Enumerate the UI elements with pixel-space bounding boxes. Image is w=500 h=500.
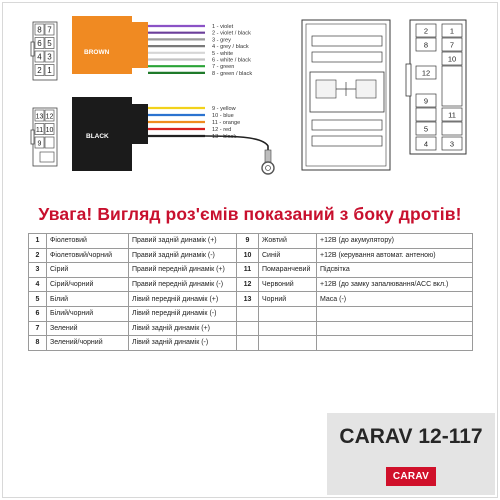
iso-pin-label: 7 bbox=[449, 40, 455, 50]
ring-terminal-hole bbox=[266, 166, 271, 171]
carav-logo: CARAV bbox=[386, 467, 436, 486]
table-cell-left-color: Зелений/чорний bbox=[47, 336, 129, 351]
table-cell-right-color: Помаранчевий bbox=[259, 263, 317, 278]
table-cell-right-num bbox=[237, 336, 259, 351]
wire-label: 5 - white bbox=[212, 50, 234, 57]
black-connector-label: BLACK bbox=[86, 133, 109, 140]
iso-pin-label: 8 bbox=[423, 40, 429, 50]
black-pin-cell bbox=[40, 152, 54, 162]
table-cell-right-color bbox=[259, 336, 317, 351]
table-cell-left-function: Лівий передній динамік (+) bbox=[129, 292, 237, 307]
iso-pin-label: 5 bbox=[423, 124, 429, 134]
brown-pin-label: 2 bbox=[37, 66, 42, 75]
black-connector-neck bbox=[132, 104, 148, 144]
wire-label: 4 - grey / black bbox=[212, 44, 249, 51]
table-cell-right-function: +12В (до акумулятору) bbox=[317, 234, 473, 249]
table-cell-left-color: Білий bbox=[47, 292, 129, 307]
wire-label: 7 - green bbox=[212, 64, 235, 71]
table-row bbox=[29, 321, 473, 336]
table-cell-left-num: 2 bbox=[29, 248, 47, 263]
table-cell-left-function: Правий передній динамік (-) bbox=[129, 277, 237, 292]
ring-terminal-crimp bbox=[265, 150, 271, 162]
table-cell-right-function: +12В (до замку запалювання/ACC вкл.) bbox=[317, 277, 473, 292]
table-cell-right-num bbox=[237, 321, 259, 336]
iso-pin-label: 12 bbox=[421, 68, 431, 78]
wire-label: 2 - violet / black bbox=[212, 30, 251, 37]
brown-pin-label: 8 bbox=[37, 25, 42, 35]
table-row bbox=[29, 234, 473, 249]
wire-label: 8 - green / black bbox=[212, 70, 253, 77]
model-title: CARAV 12-117 bbox=[339, 425, 483, 448]
brown-plug-key bbox=[31, 42, 34, 56]
wire-label: 9 - yellow bbox=[212, 106, 236, 112]
black-plug-key bbox=[31, 130, 34, 144]
table-cell-right-function bbox=[317, 336, 473, 351]
table-cell-right-num: 9 bbox=[237, 234, 259, 249]
table-cell-left-function: Правий передній динамік (+) bbox=[129, 263, 237, 278]
table-row bbox=[29, 248, 473, 263]
table-cell-left-num: 3 bbox=[29, 263, 47, 278]
table-cell-right-color: Червоний bbox=[259, 277, 317, 292]
table-cell-left-color: Сірий/чорний bbox=[47, 277, 129, 292]
iso-pin-label: 9 bbox=[423, 96, 429, 106]
table-row bbox=[29, 336, 473, 351]
iso-pin-label: 11 bbox=[448, 110, 456, 120]
brown-pin-label: 5 bbox=[47, 39, 52, 48]
table-cell-left-num: 5 bbox=[29, 292, 47, 307]
table-cell-right-color bbox=[259, 306, 317, 321]
table-cell-left-num: 1 bbox=[29, 234, 47, 249]
wire-label: 3 - grey bbox=[212, 37, 231, 44]
table-cell-left-color: Сірий bbox=[47, 263, 129, 278]
table-cell-left-num: 8 bbox=[29, 336, 47, 351]
table-cell-left-color: Фіолетовий bbox=[47, 234, 129, 249]
warning-text: Увага! Вигляд роз'ємів показаний з боку дротів! bbox=[38, 204, 462, 224]
table-cell-right-function: Маса (-) bbox=[317, 292, 473, 307]
brown-pin-label: 6 bbox=[37, 39, 42, 48]
table-cell-right-num: 10 bbox=[237, 248, 259, 263]
table-cell-left-function: Правий задній динамік (-) bbox=[129, 248, 237, 263]
table-cell-left-color: Білий/чорний bbox=[47, 306, 129, 321]
table-cell-left-color: Зелений bbox=[47, 321, 129, 336]
table-cell-right-function: +12В (керування автомат. антеною) bbox=[317, 248, 473, 263]
iso-pin-label: 4 bbox=[423, 139, 429, 149]
table-cell-right-num: 13 bbox=[237, 292, 259, 307]
black-pin-label: 13 bbox=[35, 113, 44, 121]
table-cell-left-function: Лівий передній динамік (-) bbox=[129, 306, 237, 321]
table-cell-left-color: Фіолетовий/чорний bbox=[47, 248, 129, 263]
wire-label: 12 - red bbox=[212, 127, 232, 133]
wire-label: 6 - white / black bbox=[212, 57, 251, 64]
black-pin-label: 12 bbox=[45, 113, 54, 121]
table-cell-left-function: Правий задній динамік (+) bbox=[129, 234, 237, 249]
brown-pin-label: 3 bbox=[47, 52, 52, 62]
black-pin-cell bbox=[45, 137, 54, 148]
wiring-diagram bbox=[0, 0, 500, 200]
table-cell-right-function bbox=[317, 306, 473, 321]
brown-pin-label: 7 bbox=[47, 25, 52, 35]
brown-pin-label: 1 bbox=[47, 66, 52, 75]
brown-connector-body bbox=[72, 16, 132, 74]
iso-pin-label: 1 bbox=[449, 26, 455, 36]
table-cell-right-num bbox=[237, 306, 259, 321]
table-cell-right-color: Жовтий bbox=[259, 234, 317, 249]
table-cell-right-color: Синій bbox=[259, 248, 317, 263]
table-cell-right-function bbox=[317, 321, 473, 336]
iso-pin-label: 3 bbox=[449, 139, 455, 149]
table-cell-right-color bbox=[259, 321, 317, 336]
brown-connector-group bbox=[31, 16, 252, 80]
table-cell-left-num: 7 bbox=[29, 321, 47, 336]
table-cell-right-num: 11 bbox=[237, 263, 259, 278]
black-pin-label: 11 bbox=[35, 127, 44, 134]
table-row bbox=[29, 292, 473, 307]
brown-connector-label: BROWN bbox=[84, 49, 110, 56]
table-cell-left-function: Лівий задній динамік (+) bbox=[129, 321, 237, 336]
iso-connector-drawing bbox=[302, 20, 466, 170]
wire-label: 10 - blue bbox=[212, 113, 234, 119]
iso-connector-key bbox=[406, 64, 411, 96]
black-pin-label: 10 bbox=[45, 127, 54, 134]
table-row bbox=[29, 306, 473, 321]
table-cell-right-function: Підсвітка bbox=[317, 263, 473, 278]
wire-label: 11 - orange bbox=[212, 120, 241, 126]
table-cell-left-num: 4 bbox=[29, 277, 47, 292]
table-row bbox=[29, 263, 473, 278]
wire-label: 13 - black bbox=[212, 134, 237, 140]
car-connector-tab bbox=[316, 80, 336, 98]
pinout-table bbox=[28, 233, 473, 351]
table-cell-right-color: Чорний bbox=[259, 292, 317, 307]
brand-panel bbox=[327, 413, 495, 495]
table-row bbox=[29, 277, 473, 292]
brown-pin-label: 4 bbox=[37, 52, 42, 62]
black-connector-group bbox=[31, 97, 274, 174]
table-cell-left-num: 6 bbox=[29, 306, 47, 321]
table-cell-left-function: Лівий задній динамік (-) bbox=[129, 336, 237, 351]
wire-label: 1 - violet bbox=[212, 24, 234, 30]
brown-connector-neck bbox=[132, 22, 148, 68]
black-pin-label: 9 bbox=[37, 140, 42, 148]
iso-pin-label: 10 bbox=[447, 54, 457, 64]
iso-pin-label: 2 bbox=[423, 26, 429, 36]
table-cell-right-num: 12 bbox=[237, 277, 259, 292]
car-connector-tab bbox=[356, 80, 376, 98]
